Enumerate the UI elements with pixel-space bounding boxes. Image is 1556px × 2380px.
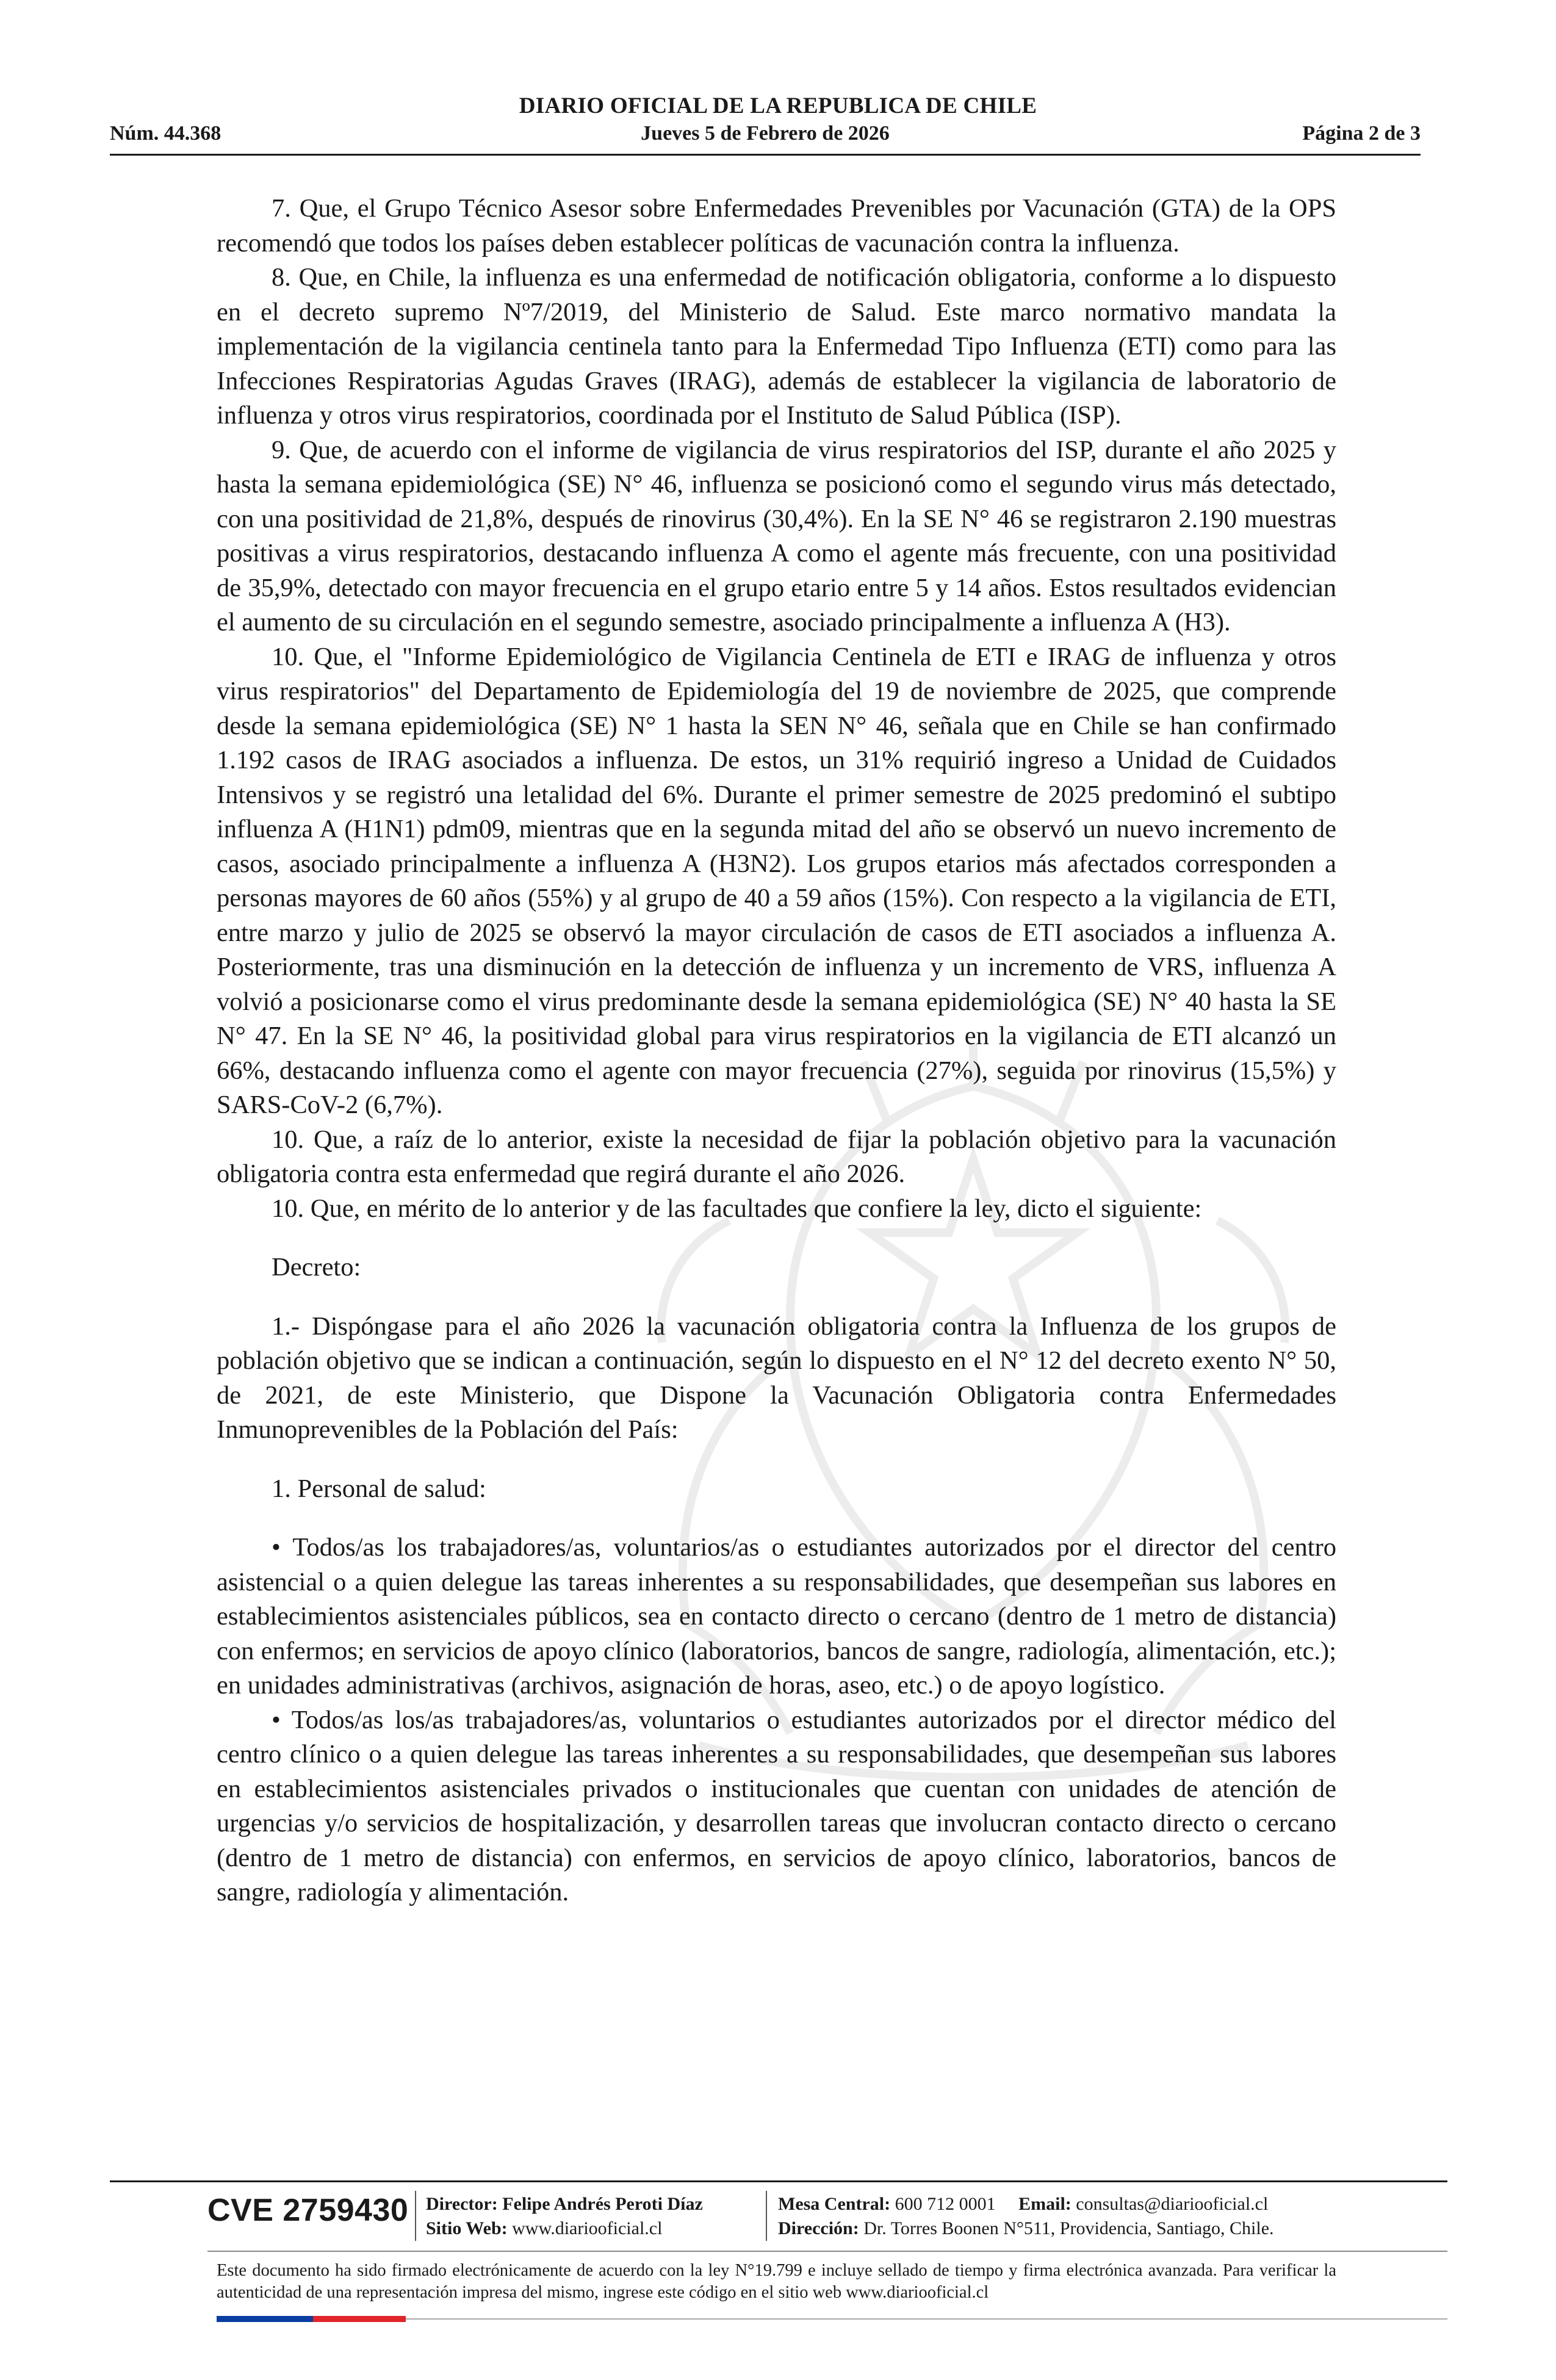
page-indicator: Página 2 de 3 (1302, 122, 1421, 145)
phone-number: 600 712 0001 (895, 2194, 996, 2214)
paragraph-10-report: 10. Que, el "Informe Epidemiológico de Vigilancia Centinela de ETI e IRAG de influenza y otros virus respiratorios" del Departamento de Epidemiología del 19 de noviembre de 2025, que comprende desde la semana epidemiológica (SE) N° 1 hasta la SEN N° 46, señala que en Chile se han confirmado 1.192 casos de IRAG asociados a influenza. De estos, un 31% requirió ingreso a Unidad de Cuidados Intensivos y se registró una letalidad del 6%. Durante el primer semestre de 2025 predominó el subtipo influenza A (H1N1) pdm09, mientras que en la segunda mitad del año se observó un nuevo incremento de casos, asociado principalmente a influenza A (H3N2). Los grupos etarios más afectados corresponden a personas mayores de 60 años (55%) y al grupo de 40 a 59 años (15%). Con respecto a la vigilancia de ETI, entre marzo y julio de 2025 se observó la mayor circulación de casos de ETI asociados a influenza A. Posteriormente, tras una disminución en la detección de influenza y un incremento de VRS, influenza A volvió a posicionarse como el virus predominante desde la semana epidemiológica (SE) N° 40 hasta la SE N° 47. En la SE N° 46, la positividad global para virus respiratorios en la vigilancia de ETI alcanzó un 66%, destacando influenza como el agente con mayor frecuencia (27%), seguida por rinovirus (15,5%) y SARS-CoV-2 (6,7%). (217, 642, 1336, 1119)
phone-label: Mesa Central: (778, 2194, 891, 2214)
chile-flag-stripe (217, 2316, 406, 2322)
flag-red-segment (313, 2316, 406, 2322)
paragraph-7: 7. Que, el Grupo Técnico Asesor sobre Enfermedades Prevenibles por Vacunación (GTA) de la OPS recomendó que todos los países deben establecer políticas de vacunación contra la influenza. (217, 194, 1336, 258)
email-label: Email: (1018, 2194, 1072, 2214)
flag-blue-segment (217, 2316, 313, 2322)
address-text: Dr. Torres Boonen N°511, Providencia, Santiago, Chile. (863, 2218, 1274, 2238)
footer-divider (110, 2180, 1447, 2182)
footer-bottom-line (406, 2318, 1447, 2320)
paragraph-9: 9. Que, de acuerdo con el informe de vigilancia de virus respiratorios del ISP, durante el año 2025 y hasta la semana epidemiológica (SE) N° 46, influenza se posicionó como el segundo virus más detectado, con una positividad de 21,8%, después de rinovirus (30,4%). En la SE N° 46 se registraron 2.190 muestras positivas a virus respiratorios, destacando influenza A como el agente más frecuente, con una positividad de 35,9%, detectado con mayor frecuencia en el grupo etario entre 5 y 14 años. Estos resultados evidencian el aumento de su circulación en el segundo semestre, asociado principalmente a influenza A (H3). (217, 435, 1336, 636)
issue-date: Jueves 5 de Febrero de 2026 (641, 122, 890, 145)
header-divider (110, 154, 1421, 156)
gazette-title: DIARIO OFICIAL DE LA REPUBLICA DE CHILE (519, 93, 1037, 118)
footer-separator (766, 2191, 767, 2241)
document-body (217, 192, 1336, 1910)
section-1-heading: 1. Personal de salud: (272, 1474, 486, 1503)
decreto-heading: Decreto: (272, 1253, 361, 1282)
header-row (110, 122, 1421, 148)
footer-inner-divider (207, 2251, 1447, 2252)
director-label: Director: (426, 2194, 498, 2214)
bullet-item: • Todos/as los trabajadores/as, voluntarios/as o estudiantes autorizados por el director del centro asistencial o a quien delegue las tareas inherentes a su responsabilidades, que desempeñan sus labores en establecimientos asistenciales públicos, sea en contacto directo o cercano (dentro de 1 metro de distancia) con enfermos; en servicios de apoyo clínico (laboratorios, bancos de sangre, radiología, alimentación, etc.); en unidades administrativas (archivos, asignación de horas, aseo, etc.) o de apoyo logístico. (217, 1533, 1336, 1700)
paragraph-10-merit: 10. Que, en mérito de lo anterior y de las facultades que confiere la ley, dicto el siguiente: (272, 1194, 1202, 1223)
director-name: Felipe Andrés Peroti Díaz (502, 2194, 703, 2214)
website-link[interactable]: www.diariooficial.cl (512, 2218, 663, 2238)
paragraph-8: 8. Que, en Chile, la influenza es una enfermedad de notificación obligatoria, conforme a lo dispuesto en el decreto supremo Nº7/2019, del Ministerio de Salud. Este marco normativo mandata la implementación de la vigilancia centinela tanto para la Enfermedad Tipo Influenza (ETI) como para las Infecciones Respiratorias Agudas Graves (IRAG), además de establecer la vigilancia de laboratorio de influenza y otros virus respiratorios, coordinada por el Instituto de Salud Pública (ISP). (217, 263, 1336, 430)
cve-code: CVE 2759430 (207, 2193, 409, 2228)
email-link[interactable]: consultas@diariooficial.cl (1076, 2194, 1269, 2214)
article-1: 1.- Dispóngase para el año 2026 la vacunación obligatoria contra la Influenza de los grupos de población objetivo que se indican a continuación, según lo dispuesto en el N° 12 del decreto exento N° 50, de 2021, de este Ministerio, que Dispone la Vacunación Obligatoria contra Enfermedades Inmunoprevenibles de la Población del País: (217, 1311, 1336, 1444)
paragraph-10-need: 10. Que, a raíz de lo anterior, existe la necesidad de fijar la población objetivo para la vacunación obligatoria contra esta enfermedad que regirá durante el año 2026. (217, 1125, 1336, 1188)
footer-separator (415, 2191, 416, 2241)
legal-notice: Este documento ha sido firmado electrónicamente de acuerdo con la ley N°19.799 e incluye sellado de tiempo y firma electrónica avanzada. Para verificar la autenticidad de una representación impresa del mismo, ingrese este código en el sitio web www.diariooficial.cl (217, 2261, 1336, 2302)
website-label: Sitio Web: (426, 2218, 508, 2238)
issue-number: Núm. 44.368 (110, 122, 222, 145)
footer-contact-block (778, 2192, 1274, 2241)
bullet-item: • Todos/as los/as trabajadores/as, voluntarios o estudiantes autorizados por el director médico del centro clínico o a quien delegue las tareas inherentes a su responsabilidades, que desempeñan sus labores en establecimientos asistenciales privados o institucionales que cuentan con unidades de atención de urgencias y/o servicios de hospitalización, y desarrollen tareas que involucran contacto directo o cercano (dentro de 1 metro de distancia) con enfermos, en servicios de apoyo clínico, laboratorios, bancos de sangre, radiología y alimentación. (217, 1705, 1336, 1906)
address-label: Dirección: (778, 2218, 859, 2238)
footer-director-block (426, 2192, 703, 2241)
